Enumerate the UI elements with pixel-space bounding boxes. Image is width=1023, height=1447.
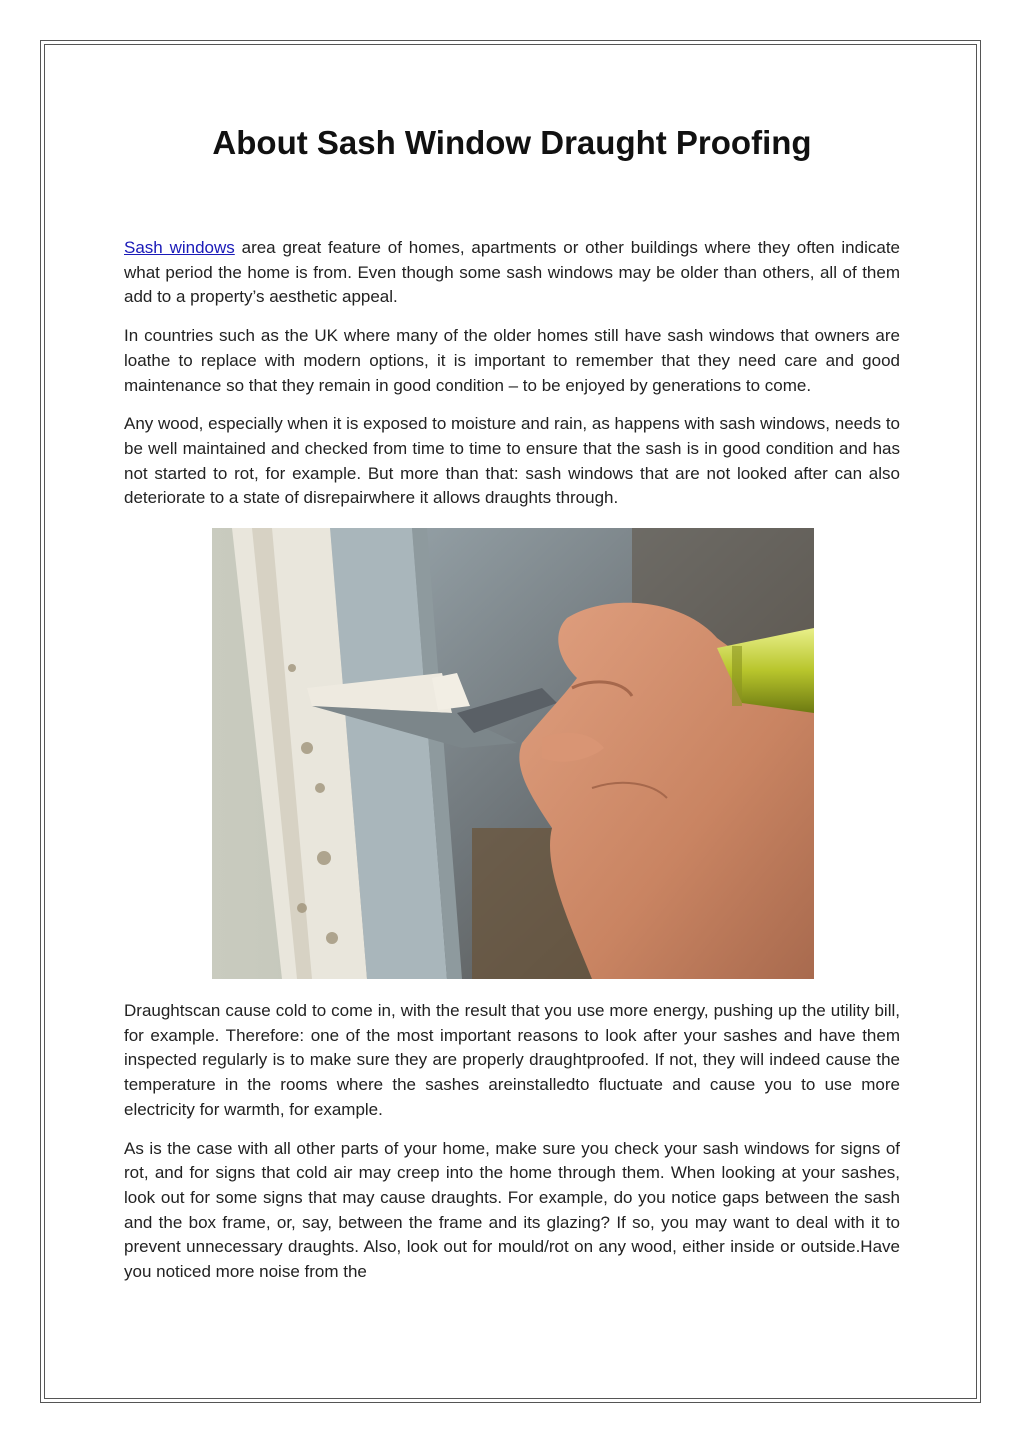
sash-window-photo [212, 528, 814, 979]
paragraph-4: Draughtscan cause cold to come in, with the result that you use more energy, pushing up the utility bill, for example. Therefore: one of the most important reasons to look after your sashes and have them inspected regularly is to make sure they are properly draughtproofed. If not, they will indeed cause the temperature in the rooms where the sashes areinstalledto fluctuate and cause you to use more electricity for warmth, for example. [124, 1001, 900, 1119]
sash-windows-link[interactable]: Sash windows [124, 238, 235, 257]
document-title: About Sash Window Draught Proofing [212, 124, 812, 161]
paragraph-2: In countries such as the UK where many of the older homes still have sash windows that owners are loathe to replace with modern options, it is important to remember that they need care and good maintenance so that they remain in good condition – to be enjoyed by generations to come. [124, 326, 900, 395]
paragraph-1 [124, 236, 900, 310]
document-body [124, 120, 900, 1299]
paragraph-3: Any wood, especially when it is exposed to moisture and rain, as happens with sash windows, needs to be well maintained and checked from time to time to ensure that the sash is in good condition and has not started to rot, for example. But more than that: sash windows that are not looked after can also deteriorate to a state of disrepairwhere it allows draughts through. [124, 414, 900, 508]
paragraph-5: As is the case with all other parts of your home, make sure you check your sash windows for signs of rot, and for signs that cold air may creep into the home through them. When looking at your sashes, look out for some signs that may cause draughts. For example, do you notice gaps between the sash and the box frame, or, say, between the frame and its glazing? If so, you may want to deal with it to prevent unnecessary draughts. Also, look out for mould/rot on any wood, either inside or outside.Have you noticed more noise from the [124, 1138, 900, 1282]
paragraph-1-text: area great feature of homes, apartments or other buildings where they often indicate what period the home is from. Even though some sash windows may be older than others, all of them add to a property’s aesthetic appeal. [124, 238, 901, 307]
